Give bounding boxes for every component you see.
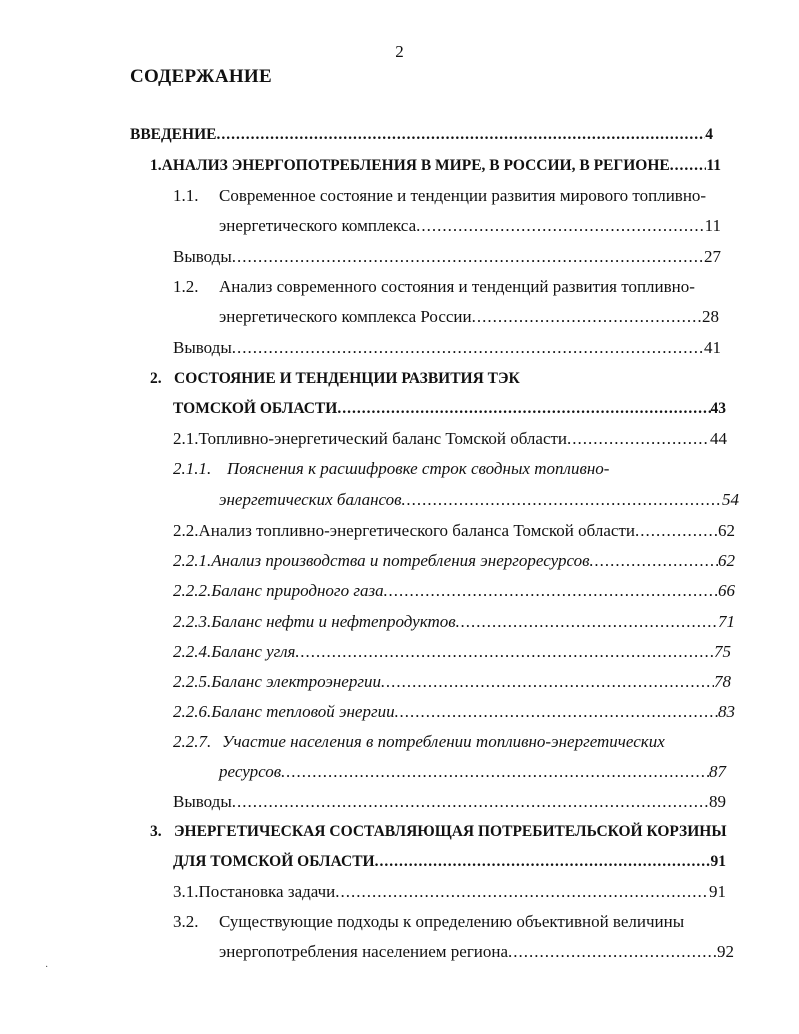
toc-entry-number: 3.1. xyxy=(173,882,199,901)
toc-leader-dots xyxy=(395,701,718,723)
toc-entry-text: АНАЛИЗ ЭНЕРГОПОТРЕБЛЕНИЯ В МИРЕ, В РОССИИ, В РЕГИОНЕ xyxy=(161,157,670,174)
toc-page-number: 78 xyxy=(714,672,731,691)
toc-page-number: 4 xyxy=(705,126,713,143)
toc-page-number: 89 xyxy=(709,792,726,811)
toc-page-number: 83 xyxy=(718,702,735,721)
toc-leader-dots xyxy=(567,428,710,450)
toc-page-number: 54 xyxy=(722,490,739,509)
toc-entry-text: энергетического комплекса России xyxy=(219,307,472,326)
toc-entry-2-2-5[interactable] xyxy=(173,671,731,693)
toc-leader-dots xyxy=(381,671,714,693)
toc-entry-number: 2.1. xyxy=(173,429,199,448)
toc-leader-dots xyxy=(456,611,718,633)
toc-page-number: 27 xyxy=(704,247,721,266)
toc-entry-number: 2.2.6. xyxy=(173,702,212,721)
toc-entry-text: Участие населения в потреблении топливно-энергетических xyxy=(222,732,665,751)
toc-page-number: 92 xyxy=(717,942,734,961)
toc-entry-text: Анализ современного состояния и тенденций развития топливно- xyxy=(219,277,695,296)
toc-entry-text: ДЛЯ ТОМСКОЙ ОБЛАСТИ xyxy=(173,853,375,870)
toc-leader-dots xyxy=(216,124,705,146)
toc-entry-text: Выводы xyxy=(173,792,232,811)
page-title: СОДЕРЖАНИЕ xyxy=(130,66,272,87)
toc-entry-number: 1. xyxy=(150,157,162,174)
toc-entry-text: Постановка задачи xyxy=(198,882,336,901)
toc-page-number: 11 xyxy=(706,157,721,174)
toc-page-number: 11 xyxy=(704,216,721,235)
toc-entry-text: энергетических балансов xyxy=(219,490,402,509)
toc-entry-2-2-4[interactable] xyxy=(173,641,731,663)
toc-entry-number: 2.2.2. xyxy=(173,581,212,600)
toc-page-number: 62 xyxy=(718,551,735,570)
toc-entry-number: 2. xyxy=(150,370,162,387)
toc-entry-number: 1.2. xyxy=(173,277,199,296)
toc-page-number: 71 xyxy=(718,612,735,631)
toc-entry-number: 2.2.4. xyxy=(173,642,212,661)
toc-entry-text: ресурсов xyxy=(219,762,282,781)
toc-entry-chapter-3-line1[interactable] xyxy=(150,821,730,843)
toc-leader-dots xyxy=(635,520,718,542)
toc-entry-number: 2.2.5. xyxy=(173,672,212,691)
toc-leader-dots xyxy=(375,851,711,873)
toc-entry-1-1-line1[interactable] xyxy=(173,185,741,207)
toc-leader-dots xyxy=(589,550,718,572)
toc-entry-chapter-3-line2[interactable] xyxy=(173,851,726,873)
toc-entry-text: энергетического комплекса xyxy=(219,216,417,235)
toc-entry-chapter-2-line1[interactable] xyxy=(150,368,710,390)
toc-entry-2-2-1[interactable] xyxy=(173,550,735,572)
toc-entry-text: ВВЕДЕНИЕ xyxy=(130,126,217,143)
toc-entry-text: Топливно-энергетический баланс Томской области xyxy=(198,429,568,448)
toc-entry-text: Баланс природного газа xyxy=(211,581,384,600)
toc-leader-dots xyxy=(232,337,704,359)
toc-entry-conclusions-1[interactable] xyxy=(173,246,721,268)
toc-entry-2-2-3[interactable] xyxy=(173,611,735,633)
toc-entry-3-2-line2[interactable] xyxy=(219,941,734,963)
toc-entry-2-2-7-line1[interactable] xyxy=(173,731,693,753)
toc-entry-number: 2.2.3. xyxy=(173,612,212,631)
toc-entry-2-2[interactable] xyxy=(173,520,735,542)
scan-speck: · xyxy=(45,962,49,973)
toc-entry-1-2-line2[interactable] xyxy=(219,306,719,328)
toc-page-number: 75 xyxy=(714,642,731,661)
toc-entry-2-1-1-line2[interactable] xyxy=(219,489,739,511)
toc-entry-3-1[interactable] xyxy=(173,881,726,903)
toc-leader-dots xyxy=(232,246,704,268)
toc-entry-chapter-2-line2[interactable] xyxy=(173,398,726,420)
toc-entry-1-2-line1[interactable] xyxy=(173,276,743,298)
toc-page-number: 28 xyxy=(702,307,719,326)
toc-leader-dots xyxy=(508,941,717,963)
toc-entry-number: 2.2.7. xyxy=(173,732,212,751)
toc-entry-number: 2.1.1. xyxy=(173,459,212,478)
toc-page-number: 43 xyxy=(710,400,726,417)
toc-entry-text: Баланс угля xyxy=(211,642,296,661)
toc-entry-number: 2.2.1. xyxy=(173,551,212,570)
toc-entry-1-1-line2[interactable] xyxy=(219,215,721,237)
toc-entry-text: ТОМСКОЙ ОБЛАСТИ xyxy=(173,400,338,417)
toc-entry-2-2-2[interactable] xyxy=(173,580,735,602)
toc-page-number: 62 xyxy=(718,521,735,540)
toc-entry-text: СОСТОЯНИЕ И ТЕНДЕНЦИИ РАЗВИТИЯ ТЭК xyxy=(174,370,520,387)
toc-leader-dots xyxy=(335,881,709,903)
toc-entry-3-2-line1[interactable] xyxy=(173,911,733,933)
toc-entry-number: 2.2. xyxy=(173,521,199,540)
toc-entry-text: Современное состояние и тенденции развития мирового топливно- xyxy=(219,186,707,205)
toc-leader-dots xyxy=(281,761,709,783)
toc-entry-conclusions-3[interactable] xyxy=(173,791,726,813)
toc-entry-2-1[interactable] xyxy=(173,428,727,450)
toc-entry-text: Баланс тепловой энергии xyxy=(211,702,395,721)
toc-entry-2-1-1-line1[interactable] xyxy=(173,458,653,480)
toc-entry-text: ЭНЕРГЕТИЧЕСКАЯ СОСТАВЛЯЮЩАЯ ПОТРЕБИТЕЛЬСКОЙ КОРЗИНЫ xyxy=(174,823,727,840)
toc-entry-number: 1.1. xyxy=(173,186,199,205)
toc-entry-2-2-6[interactable] xyxy=(173,701,735,723)
toc-page-number: 91 xyxy=(709,882,726,901)
toc-entry-2-2-7-line2[interactable] xyxy=(219,761,726,783)
toc-page-number: 87 xyxy=(709,762,726,781)
toc-entry-conclusions-2[interactable] xyxy=(173,337,721,359)
toc-leader-dots xyxy=(416,215,705,237)
toc-leader-dots xyxy=(384,580,718,602)
toc-entry-chapter-1[interactable] xyxy=(150,155,721,177)
toc-leader-dots xyxy=(402,489,722,511)
toc-leader-dots xyxy=(232,791,709,813)
toc-page-number: 44 xyxy=(710,429,727,448)
toc-entry-text: Выводы xyxy=(173,247,232,266)
toc-leader-dots xyxy=(472,306,702,328)
toc-entry-text: Пояснения к расшифровке строк сводных топливно- xyxy=(227,459,610,478)
toc-entry-text: энергопотребления населением региона xyxy=(219,942,509,961)
toc-page-number: 41 xyxy=(704,338,721,357)
toc-entry-text: Анализ топливно-энергетического баланса Томской области xyxy=(198,521,635,540)
toc-entry-text: Баланс электроэнергии xyxy=(211,672,381,691)
toc-entry-text: Баланс нефти и нефтепродуктов xyxy=(211,612,456,631)
toc-entry-number: 3.2. xyxy=(173,912,199,931)
toc-page-number: 66 xyxy=(718,581,735,600)
toc-leader-dots xyxy=(337,398,710,420)
toc-entry-text: Существующие подходы к определению объективной величины xyxy=(219,912,685,931)
page-number: 2 xyxy=(395,42,404,61)
toc-leader-dots xyxy=(670,155,707,177)
toc-entry-introduction[interactable] xyxy=(130,124,713,146)
toc-entry-text: Анализ производства и потребления энергоресурсов xyxy=(211,551,590,570)
toc-entry-number: 3. xyxy=(150,823,162,840)
toc-entry-text: Выводы xyxy=(173,338,232,357)
toc-leader-dots xyxy=(295,641,714,663)
toc-page-number: 91 xyxy=(710,853,726,870)
